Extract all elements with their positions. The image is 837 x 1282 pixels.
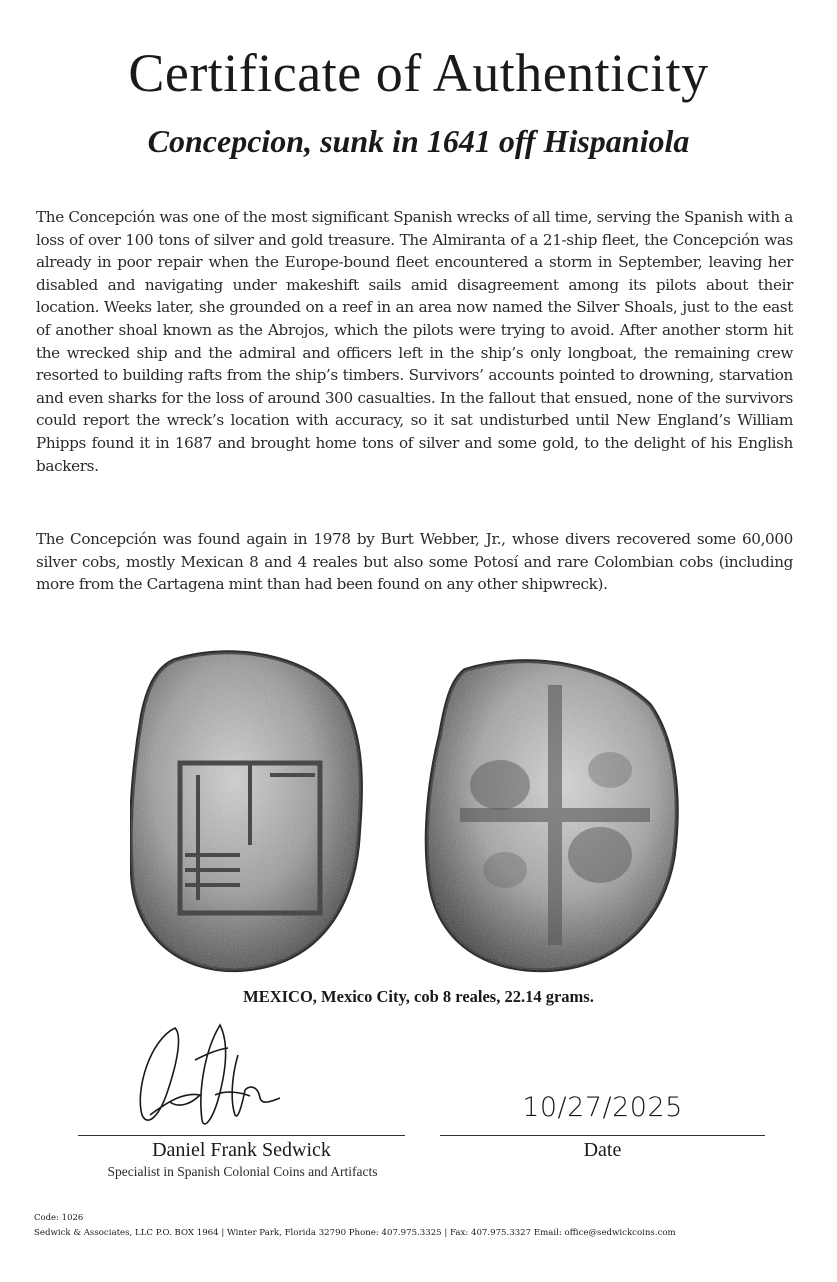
coin-reverse-icon (427, 661, 677, 970)
date-line (440, 1135, 765, 1136)
handwritten-signature (120, 1020, 320, 1130)
company-contact-footer: Sedwick & Associates, LLC P.O. BOX 1964 | Winter Park, Florida 32790 Phone: 407.975.3325 | Fax: 407.975.3327 Email: office@sedwickcoins.com (34, 1228, 676, 1238)
coin-obverse-icon (131, 652, 361, 970)
certificate-subtitle: Concepcion, sunk in 1641 off Hispaniola (147, 123, 690, 159)
history-paragraph-2: The Concepción was found again in 1978 by Burt Webber, Jr., whose divers recovered some 60,000 silver cobs, mostly Mexican 8 and 4 reales but also some Potosí and rare Colombian cobs (including more from the Cartagena mint than had been found on any other shipwreck). (36, 530, 793, 594)
coin-photo (130, 645, 730, 975)
signer-name: Daniel Frank Sedwick (152, 1139, 331, 1161)
certificate-title: Certificate of Authenticity (128, 43, 709, 103)
signature-line (78, 1135, 405, 1136)
date-label: Date (583, 1139, 622, 1161)
signer-title: Specialist in Spanish Colonial Coins and Artifacts (107, 1164, 378, 1179)
history-paragraph-1: The Concepción was one of the most significant Spanish wrecks of all time, serving the Spanish with a loss of over 100 tons of silver and gold treasure. The Almiranta of a 21-ship fleet, the Concepción was already in poor repair when the Europe-bound fleet encountered a storm in September, leaving her disabled and navigating under makeshift sails amid disagreement among its pilots about their location. Weeks later, she grounded on a reef in an area now named the Silver Shoals, just to the east of another shoal known as the Abrojos, which the pilots were trying to avoid. After another storm hit the wrecked ship and the admiral and officers left in the ship’s only longboat, the remaining crew resorted to building rafts from the ship’s timbers. Survivors’ accounts pointed to drowning, starvation and even sharks for the loss of around 300 casualties. In the fallout that ensued, none of the survivors could report the wreck’s location with accuracy, so it sat undisturbed until New England’s William Phipps found it in 1687 and brought home tons of silver and some gold, to the delight of his English backers. (36, 208, 793, 475)
coin-caption: MEXICO, Mexico City, cob 8 reales, 22.14 grams. (243, 987, 594, 1006)
certificate-code: Code: 1026 (34, 1213, 84, 1223)
signed-date-value: 10/27/2025 (522, 1092, 683, 1123)
